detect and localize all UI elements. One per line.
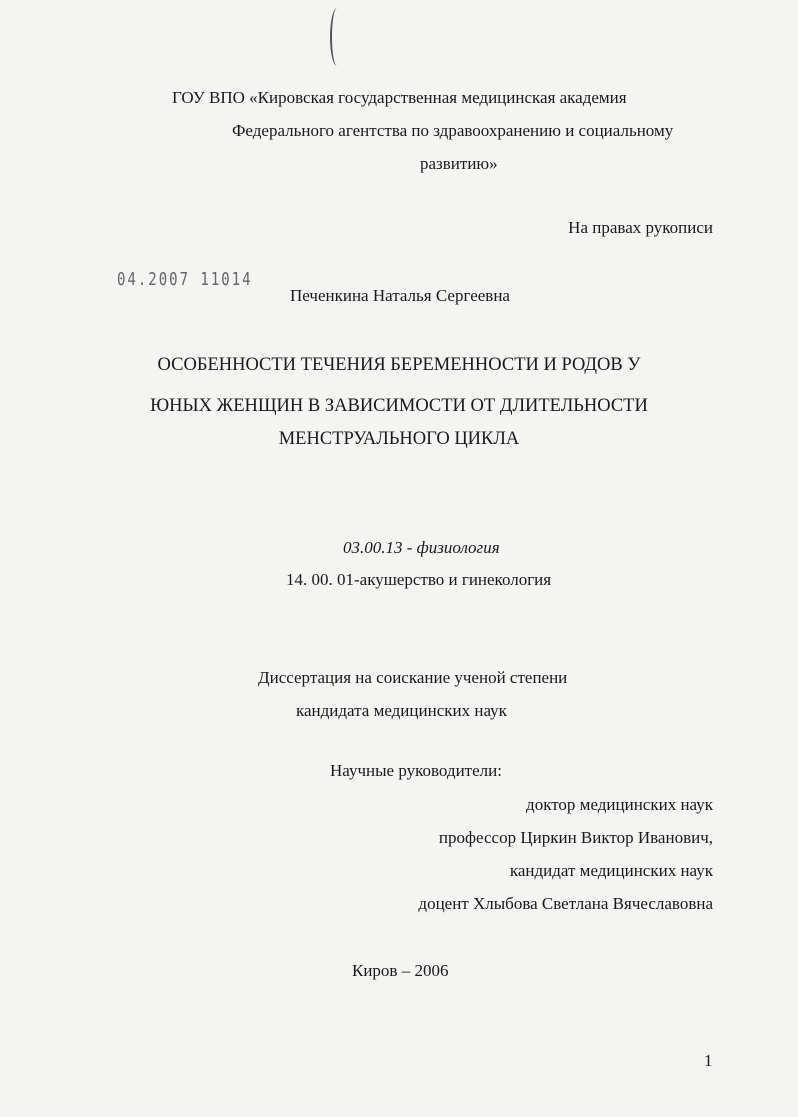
supervisor-line-4: доцент Хлыбова Светлана Вячеславовна (418, 894, 713, 913)
supervisors-label: Научные руководители: (330, 761, 502, 780)
page-number: 1 (704, 1051, 713, 1070)
supervisor-line-1: доктор медицинских наук (526, 795, 713, 814)
stamp-number: 04.2007 11014 (117, 270, 253, 290)
institution-line-1: ГОУ ВПО «Кировская государственная медицинская академия (172, 88, 627, 107)
pen-mark (330, 8, 344, 66)
specialty-1: 03.00.13 - физиология (343, 538, 500, 557)
title-line-1: ОСОБЕННОСТИ ТЕЧЕНИЯ БЕРЕМЕННОСТИ И РОДОВ У (157, 355, 641, 375)
degree-line-1: Диссертация на соискание ученой степени (258, 668, 568, 687)
institution-line-2: Федерального агентства по здравоохранению и социальному (232, 121, 674, 140)
institution-line-3: развитию» (420, 154, 498, 173)
specialty-2: 14. 00. 01-акушерство и гинекология (286, 570, 552, 589)
supervisor-line-2: профессор Циркин Виктор Иванович, (438, 828, 713, 847)
title-line-3: МЕНСТРУАЛЬНОГО ЦИКЛА (278, 429, 520, 449)
city-year: Киров – 2006 (352, 961, 449, 980)
author-name: Печенкина Наталья Сергеевна (290, 286, 510, 305)
degree-line-2: кандидата медицинских наук (296, 701, 507, 720)
supervisor-line-3: кандидат медицинских наук (509, 861, 713, 880)
title-line-2: ЮНЫХ ЖЕНЩИН В ЗАВИСИМОСТИ ОТ ДЛИТЕЛЬНОСТИ (150, 396, 648, 416)
rights-note: На правах рукописи (568, 218, 713, 237)
